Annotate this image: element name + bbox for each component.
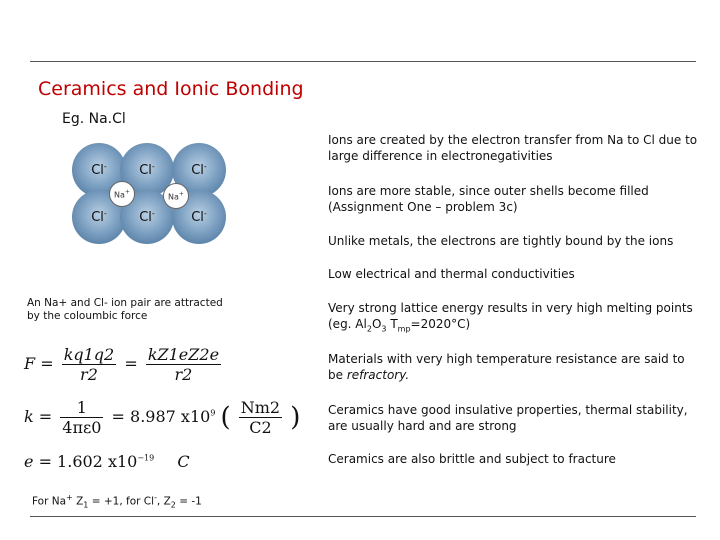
force-symbol: F: [24, 354, 36, 373]
force-den-2: r2: [174, 365, 193, 384]
cl-label: Cl: [91, 210, 104, 226]
na-charge: +: [178, 190, 184, 198]
cl-charge: -: [151, 208, 155, 218]
force-den-1: r2: [80, 365, 98, 384]
na-ion-1: [109, 181, 135, 207]
point-refractory: Materials with very high temperature resistance are said to be refractory.: [328, 352, 685, 382]
k-numerator: 1: [60, 398, 103, 418]
k-value: = 8.987 x10: [111, 407, 211, 426]
e-exponent: −19: [137, 453, 155, 463]
e-unit: C: [177, 452, 190, 471]
point-low-conductivity: Low electrical and thermal conductivities: [328, 267, 575, 281]
cl-label: Cl: [139, 163, 152, 179]
k-denominator: 4πε0: [62, 418, 102, 437]
force-num-2: kZ1eZ2e: [147, 345, 220, 364]
k-unit-numerator: Nm2: [240, 398, 281, 417]
point-lattice-energy: Very strong lattice energy results in very high melting points (eg. $Al_2O_3$ $T_{mp}=2020^\circ C$): [328, 301, 693, 334]
e-value: = 1.602 x10: [38, 452, 138, 471]
force-equation: F = $\frac{kq1q2}{r2}$ = $\frac{kZ1eZ2e}{r2}$: [24, 345, 220, 384]
cl-charge: -: [203, 161, 207, 171]
cl-label: Cl: [139, 210, 152, 226]
cl-charge: -: [151, 161, 155, 171]
point-electron-transfer: Ions are created by the electron transfer from Na to Cl due to large difference in electronegativities: [328, 133, 698, 163]
k-unit-denominator: C2: [249, 418, 272, 437]
cl-label: Cl: [91, 163, 104, 179]
k-exponent: 9: [210, 408, 216, 418]
na-label: Na: [168, 192, 179, 202]
e-equation: [24, 452, 190, 471]
slide-subtitle: Eg. Na.Cl: [62, 111, 126, 127]
cl-charge: -: [103, 208, 107, 218]
coulomb-note: An Na+ and Cl- ion pair are attracted by the coloumbic force: [27, 297, 223, 322]
point-insulative: Ceramics have good insulative properties, thermal stability, are usually hard and are strong: [328, 403, 688, 433]
point-tightly-bound: Unlike metals, the electrons are tightly bound by the ions: [328, 234, 674, 248]
na-ion-2: [163, 183, 189, 209]
bottom-divider: [30, 516, 696, 517]
cl-label: Cl: [191, 163, 204, 179]
force-num-1: kq1q2: [63, 345, 115, 364]
k-symbol: k: [24, 407, 34, 426]
point-brittle: Ceramics are also brittle and subject to fracture: [328, 452, 616, 466]
na-charge: +: [124, 188, 130, 196]
charge-footnote: For Na+ $Z_1 = +1$, for Cl-, $Z_2 = -1$: [32, 493, 202, 510]
slide-title: Ceramics and Ionic Bonding: [38, 78, 304, 100]
cl-charge: -: [203, 208, 207, 218]
k-equation: k = $\frac{1}{4\pi\varepsilon 0}$ = 8.987 $x10^9$ ( $\frac{Nm2}{C2}$ ): [24, 398, 301, 437]
na-label: Na: [114, 190, 125, 200]
top-divider: [30, 61, 696, 62]
cl-charge: -: [103, 161, 107, 171]
cl-label: Cl: [191, 210, 204, 226]
point-stable-ions: Ions are more stable, since outer shells become filled (Assignment One – problem 3c): [328, 184, 649, 214]
e-symbol: e: [24, 452, 34, 471]
